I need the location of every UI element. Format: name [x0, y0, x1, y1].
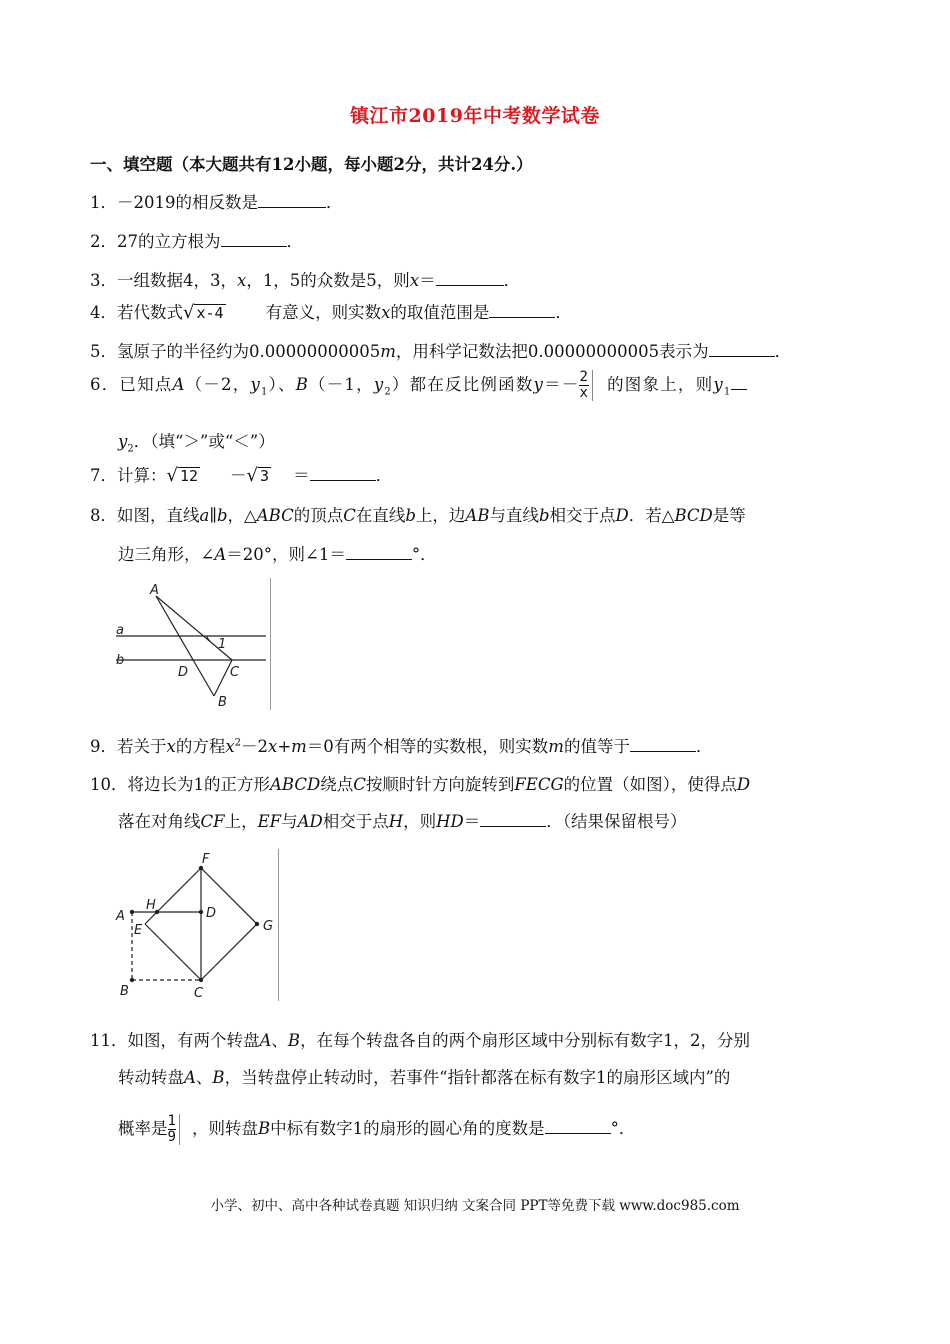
- question-4: 4．若代数式√ x-4 有意义，则实数x的取值范围是 ．: [90, 302, 572, 323]
- point-B: [130, 978, 134, 982]
- label-C: C: [194, 986, 204, 1001]
- question-2: 2．27的立方根为 ．: [90, 232, 303, 251]
- label-H: H: [146, 898, 156, 913]
- question-1: 1．－2019的相反数是 ．: [90, 193, 343, 212]
- fraction: $\frac{2}{x}$: [579, 370, 593, 401]
- answer-blank: [310, 479, 376, 481]
- label-1: 1: [218, 637, 227, 652]
- label-C: C: [230, 665, 240, 680]
- label-G: G: [263, 919, 274, 934]
- answer-blank: [709, 355, 775, 357]
- question-10-cont: 落在对角线CF上，EF与AD相交于点H，则HD＝ ．（结果保留根号）: [118, 812, 687, 831]
- answer-blank: [258, 206, 326, 208]
- answer-blank: [221, 245, 287, 247]
- point-D: [199, 910, 203, 914]
- label-B: B: [218, 695, 227, 710]
- label-b: b: [116, 653, 125, 668]
- answer-blank: [545, 1132, 611, 1134]
- point-G: [255, 922, 259, 926]
- label-B: B: [120, 984, 129, 999]
- page-footer: 小学、初中、高中各种试卷真题 知识归纳 文案合同 PPT等免费下载 www.doc985.com: [210, 1198, 740, 1214]
- sqrt-symbol: √: [246, 465, 259, 486]
- segment-AB: [156, 596, 214, 696]
- point-C: [199, 978, 203, 982]
- figure-parallel-lines-svg: [114, 578, 270, 710]
- segment-FE: [145, 868, 201, 924]
- question-6: 6．已知点A（－2，$y_1$）、B（－1，$y_2$）都在反比例函数y＝－ $\frac{2}{x}$ 的图象上，则$y_1$: [90, 370, 747, 401]
- question-6-cont: $y_2$．（填“＞”或“＜”）: [118, 432, 275, 455]
- answer-blank: [630, 750, 696, 752]
- figure-parallel-lines: [114, 578, 271, 710]
- label-A: A: [150, 583, 159, 598]
- label-a: a: [116, 623, 124, 638]
- segment-GC: [201, 924, 257, 980]
- answer-blank: [731, 388, 747, 390]
- question-5: 5．氢原子的半径约为0.00000000005m，用科学记数法把0.00000000005表示为 ．: [90, 342, 792, 361]
- answer-blank: [346, 558, 412, 560]
- question-11-cont2: 概率是 $\frac{1}{9}$ ，则转盘B中标有数字1的扇形的圆心角的度数是 °．: [118, 1113, 636, 1145]
- sqrt-symbol: √: [166, 465, 178, 486]
- label-F: F: [202, 852, 210, 867]
- question-8: 8．如图，直线a∥b，△ABC的顶点C在直线b上，边AB与直线b相交于点D．若△BCD是等: [90, 506, 746, 525]
- answer-blank: [480, 825, 546, 827]
- question-10: 10．将边长为1的正方形ABCD绕点C按顺时针方向旋转到FECG的位置（如图），使得点D: [90, 775, 751, 794]
- answer-blank: [436, 284, 504, 286]
- question-7: 7．计算：√ 12 －√ 3 ＝ ．: [90, 465, 393, 486]
- point-A: [130, 910, 134, 914]
- section-heading: 一、填空题（本大题共有12小题，每小题2分，共计24分.）: [90, 155, 533, 174]
- question-11-cont: 转动转盘A、B，当转盘停止转动时，若事件“指针都落在标有数字1的扇形区域内”的: [118, 1068, 731, 1087]
- question-3: 3．一组数据4，3，x，1，5的众数是5，则x＝ ．: [90, 271, 521, 290]
- sqrt-symbol: √: [183, 302, 195, 323]
- question-9: 9．若关于x的方程$x^2-2x+m=0$有两个相等的实数根，则实数m的值等于 ．: [90, 737, 713, 756]
- label-D: D: [178, 665, 189, 680]
- figure-rotated-square-svg: [114, 849, 278, 1001]
- answer-blank: [489, 316, 555, 318]
- angle-1-arc: [207, 636, 210, 641]
- figure-rotated-square: [114, 849, 279, 1001]
- label-E: E: [134, 923, 143, 938]
- fraction: $\frac{1}{9}$: [168, 1114, 180, 1145]
- page-title: 镇江市2019年中考数学试卷: [350, 105, 600, 127]
- segment-EC: [145, 924, 201, 980]
- label-D: D: [206, 906, 217, 921]
- question-8-cont: 边三角形，∠A＝20°，则∠1＝ °．: [118, 545, 437, 564]
- label-A: A: [116, 909, 125, 924]
- question-11: 11．如图，有两个转盘A、B，在每个转盘各自的两个扇形区域中分别标有数字1，2，分别: [90, 1031, 751, 1050]
